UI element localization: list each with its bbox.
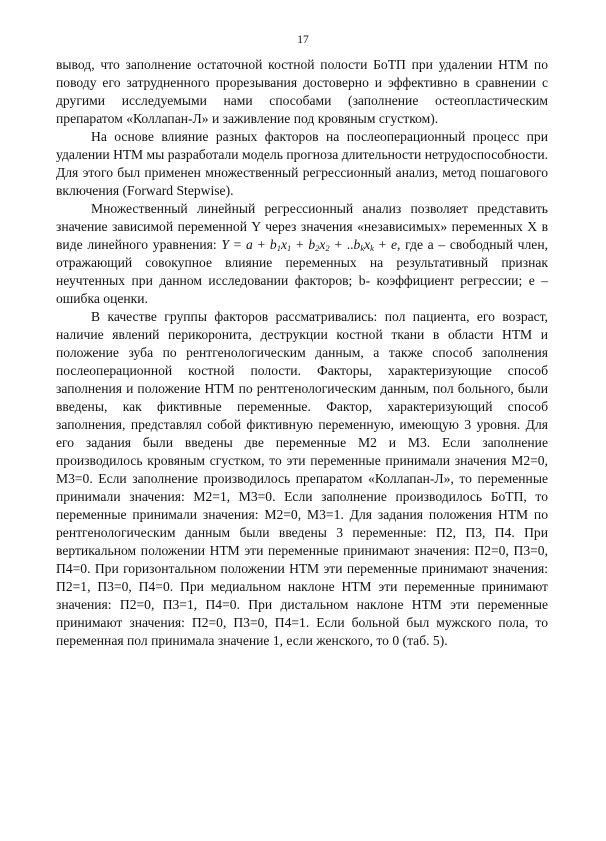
paragraph-3 xyxy=(56,200,548,308)
paragraph-4: В качестве группы факторов рассматривались: пол пациента, его возраст, наличие явлений перикоронита, деструкции костной ткани в области НТМ и положение зуба по рентгенологическим данным, а также способ заполнения послеоперационной костной полости. Факторы, характеризующие способ заполнения и положение НТМ по рентгенологическим данным, пол больного, были введены, как фиктивные переменные. Фактор, характеризующий способ заполнения, представлял собой фиктивную переменную, имеющую 3 уровня. Для его задания были введены две переменные М2 и М3. Если заполнение производилось кровяным сгустком, то эти переменные принимали значения М2=0, М3=0. Если заполнение производилось препаратом «Коллапан-Л», то переменные принимали значения: М2=1, М3=0. Если заполнение производилось БоТП, то переменные принимали значения: М2=0, М3=1. Для задания положения НТМ по рентгенологическим данным были введены 3 переменные: П2, П3, П4. При вертикальном положении НТМ эти переменные принимают значения: П2=0, П3=0, П4=0. При горизонтальном положении НТМ эти переменные принимают значения: П2=1, П3=0, П4=0. При медиальном наклоне НТМ эти переменные принимают значения: П2=0, П3=1, П4=0. При дистальном наклоне НТМ эти переменные принимают значения: П2=0, П3=0, П4=1. Если больной был мужского пола, то переменная пол принимала значение 1, если женского, то 0 (таб. 5). xyxy=(56,309,548,648)
paragraph-3-intro: Множественный линейный регрессионный анализ позволяет представить значение зависимой переменной Y через значения «независимых» переменных X в виде линейного уравнения: xyxy=(56,201,548,252)
paragraph-1: вывод, что заполнение остаточной костной полости БоТП при удалении НТМ по поводу его затрудненного прорезывания достоверно и эффективно в сравнении с другими исследуемыми нами способами (заполнение остеопластическим препаратом «Коллапан-Л» и заживление под кровяным сгустком). xyxy=(56,57,548,126)
paragraph-2: На основе влияние разных факторов на послеоперационный процесс при удалении НТМ мы разработали модель прогноза длительности нетрудоспособности. Для этого был применен множественный регрессионный анализ, метод пошагового включения (Forward Stepwise). xyxy=(56,129,548,198)
page-number: 17 xyxy=(297,34,309,46)
paragraph-3-explanation: , где а – свободный член, отражающий совокупное влияние переменных на результативный признак неучтенных при данном исследовании факторов; b- коэффициент регрессии; e – ошибка оценки. xyxy=(56,237,548,306)
regression-formula: $Y = a + b_1x_1 + b_2x_2 + ..b_kx_k + e$ xyxy=(221,237,398,253)
body-text xyxy=(56,56,548,650)
